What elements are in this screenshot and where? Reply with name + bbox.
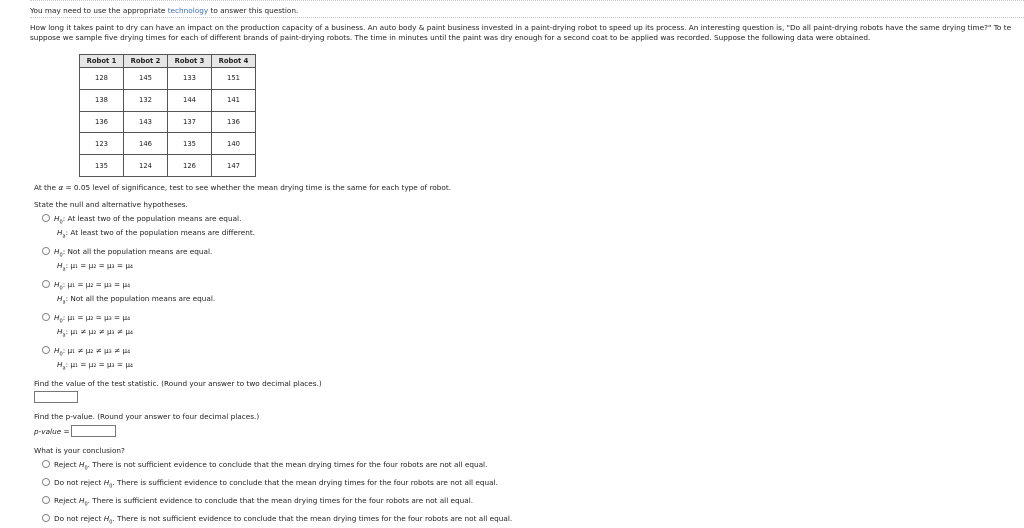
conclusion-lead: Reject bbox=[54, 460, 79, 469]
h0-text: : Not all the population means are equal. bbox=[62, 247, 213, 256]
ha-text: : μ₁ = μ₂ = μ₃ = μ₄ bbox=[65, 360, 133, 369]
radio-button[interactable] bbox=[42, 280, 50, 288]
table-row bbox=[80, 89, 256, 111]
conclusion-text: . There is not sufficient evidence to conclude that the mean drying times for the four robots are not all equal. bbox=[112, 514, 513, 523]
hypothesis-option-2-ha: $H_a$: μ₁ = μ₂ = μ₃ = μ₄ bbox=[57, 261, 133, 273]
table-cell: 145 bbox=[124, 68, 168, 90]
problem-line-1: How long it takes paint to dry can have an impact on the production capacity of a business. An auto body & paint business invested in a paint-drying robot to speed up its process. An interesting question is, "Do all paint-drying robots have the same drying time?" To te bbox=[30, 23, 1012, 32]
table-header: Robot 2 bbox=[124, 55, 168, 68]
intro-line bbox=[30, 6, 298, 15]
radio-button[interactable] bbox=[42, 496, 50, 504]
conclusion-option-2[interactable]: Do not reject $H_0$. There is sufficient evidence to conclude that the mean drying times for the four robots are not all equal. bbox=[42, 478, 498, 489]
hypothesis-option-5[interactable]: $H_0$: μ₁ ≠ μ₂ ≠ μ₃ ≠ μ₄ bbox=[42, 346, 130, 357]
h0-text: : μ₁ = μ₂ = μ₃ = μ₄ bbox=[62, 280, 130, 289]
radio-button[interactable] bbox=[42, 247, 50, 255]
test-statistic-input[interactable] bbox=[34, 391, 78, 403]
h0-text: : μ₁ ≠ μ₂ ≠ μ₃ ≠ μ₄ bbox=[62, 346, 130, 355]
top-border bbox=[30, 0, 1024, 5]
p-value-label-text: p-value = bbox=[34, 427, 70, 436]
table-cell: 147 bbox=[212, 155, 256, 177]
p-value-label bbox=[34, 427, 70, 436]
table-cell: 143 bbox=[124, 111, 168, 133]
table-header: Robot 3 bbox=[168, 55, 212, 68]
hypothesis-option-3[interactable]: $H_0$: μ₁ = μ₂ = μ₃ = μ₄ bbox=[42, 280, 130, 291]
table-row bbox=[80, 133, 256, 155]
data-table bbox=[79, 54, 256, 177]
intro-prefix: You may need to use the appropriate bbox=[30, 6, 168, 15]
table-cell: 133 bbox=[168, 68, 212, 90]
conclusion-option-4[interactable]: Do not reject $H_0$. There is not sufficient evidence to conclude that the mean drying times for the four robots are not all equal. bbox=[42, 514, 512, 525]
significance-statement bbox=[34, 183, 451, 192]
test-statistic-prompt: Find the value of the test statistic. (Round your answer to two decimal places.) bbox=[34, 379, 322, 388]
conclusion-prompt: What is your conclusion? bbox=[34, 446, 125, 455]
hypothesis-option-1-ha: $H_a$: At least two of the population means are different. bbox=[57, 228, 256, 240]
table-cell: 144 bbox=[168, 89, 212, 111]
hypothesis-option-4[interactable]: $H_0$: μ₁ = μ₂ = μ₃ = μ₄ bbox=[42, 313, 130, 324]
hypothesis-option-5-ha: $H_a$: μ₁ = μ₂ = μ₃ = μ₄ bbox=[57, 360, 133, 372]
h0-text: : At least two of the population means are equal. bbox=[62, 214, 242, 223]
technology-link[interactable]: technology bbox=[167, 6, 209, 15]
hypothesis-option-2[interactable]: $H_0$: Not all the population means are equal. bbox=[42, 247, 212, 258]
table-cell: 151 bbox=[212, 68, 256, 90]
significance-prefix: At the bbox=[34, 183, 59, 192]
hypothesis-option-1[interactable]: $H_0$: At least two of the population means are equal. bbox=[42, 214, 241, 225]
table-cell: 132 bbox=[124, 89, 168, 111]
ha-text: : At least two of the population means are different. bbox=[65, 228, 256, 237]
hypotheses-prompt: State the null and alternative hypotheses. bbox=[34, 200, 188, 209]
h0-text: : μ₁ = μ₂ = μ₃ = μ₄ bbox=[62, 313, 130, 322]
radio-button[interactable] bbox=[42, 346, 50, 354]
p-value-prompt: Find the p-value. (Round your answer to four decimal places.) bbox=[34, 412, 260, 421]
conclusion-text: . There is not sufficient evidence to conclude that the mean drying times for the four robots are not all equal. bbox=[87, 460, 488, 469]
conclusion-option-3[interactable]: Reject $H_0$. There is sufficient evidence to conclude that the mean drying times for the four robots are not all equal. bbox=[42, 496, 473, 507]
table-header: Robot 4 bbox=[212, 55, 256, 68]
table-cell: 135 bbox=[80, 155, 124, 177]
ha-text: : Not all the population means are equal. bbox=[65, 294, 216, 303]
ha-text: : μ₁ ≠ μ₂ ≠ μ₃ ≠ μ₄ bbox=[65, 327, 133, 336]
table-cell: 141 bbox=[212, 89, 256, 111]
conclusion-option-1[interactable]: Reject $H_0$. There is not sufficient evidence to conclude that the mean drying times for the four robots are not all equal. bbox=[42, 460, 487, 471]
radio-button[interactable] bbox=[42, 313, 50, 321]
table-cell: 146 bbox=[124, 133, 168, 155]
table-cell: 128 bbox=[80, 68, 124, 90]
table-cell: 124 bbox=[124, 155, 168, 177]
table-header: Robot 1 bbox=[80, 55, 124, 68]
table-row bbox=[80, 155, 256, 177]
table-row bbox=[80, 68, 256, 90]
alpha-symbol: α bbox=[58, 183, 64, 192]
conclusion-lead: Reject bbox=[54, 496, 79, 505]
p-value-input[interactable] bbox=[71, 425, 116, 437]
table-cell: 123 bbox=[80, 133, 124, 155]
radio-button[interactable] bbox=[42, 514, 50, 522]
table-cell: 136 bbox=[80, 111, 124, 133]
hypothesis-option-4-ha: $H_a$: μ₁ ≠ μ₂ ≠ μ₃ ≠ μ₄ bbox=[57, 327, 133, 339]
conclusion-text: . There is sufficient evidence to conclude that the mean drying times for the four robots are not all equal. bbox=[87, 496, 474, 505]
conclusion-lead: Do not reject bbox=[54, 514, 104, 523]
radio-button[interactable] bbox=[42, 214, 50, 222]
radio-button[interactable] bbox=[42, 478, 50, 486]
intro-suffix: to answer this question. bbox=[208, 6, 299, 15]
significance-suffix: = 0.05 level of significance, test to see whether the mean drying time is the same for each type of robot. bbox=[63, 183, 452, 192]
ha-text: : μ₁ = μ₂ = μ₃ = μ₄ bbox=[65, 261, 133, 270]
table-cell: 138 bbox=[80, 89, 124, 111]
table-cell: 137 bbox=[168, 111, 212, 133]
table-header-row bbox=[80, 55, 256, 68]
table-cell: 140 bbox=[212, 133, 256, 155]
table-row bbox=[80, 111, 256, 133]
divider bbox=[30, 17, 1024, 18]
radio-button[interactable] bbox=[42, 460, 50, 468]
conclusion-lead: Do not reject bbox=[54, 478, 104, 487]
table-cell: 136 bbox=[212, 111, 256, 133]
conclusion-text: . There is sufficient evidence to conclude that the mean drying times for the four robots are not all equal. bbox=[112, 478, 498, 487]
table-cell: 126 bbox=[168, 155, 212, 177]
table-cell: 135 bbox=[168, 133, 212, 155]
hypothesis-option-3-ha: $H_a$: Not all the population means are equal. bbox=[57, 294, 216, 306]
problem-line-2: suppose we sample five drying times for each of different brands of paint-drying robots. The time in minutes until the paint was dry enough for a second coat to be applied was recorded. Suppose the following data were obtained. bbox=[30, 33, 871, 42]
